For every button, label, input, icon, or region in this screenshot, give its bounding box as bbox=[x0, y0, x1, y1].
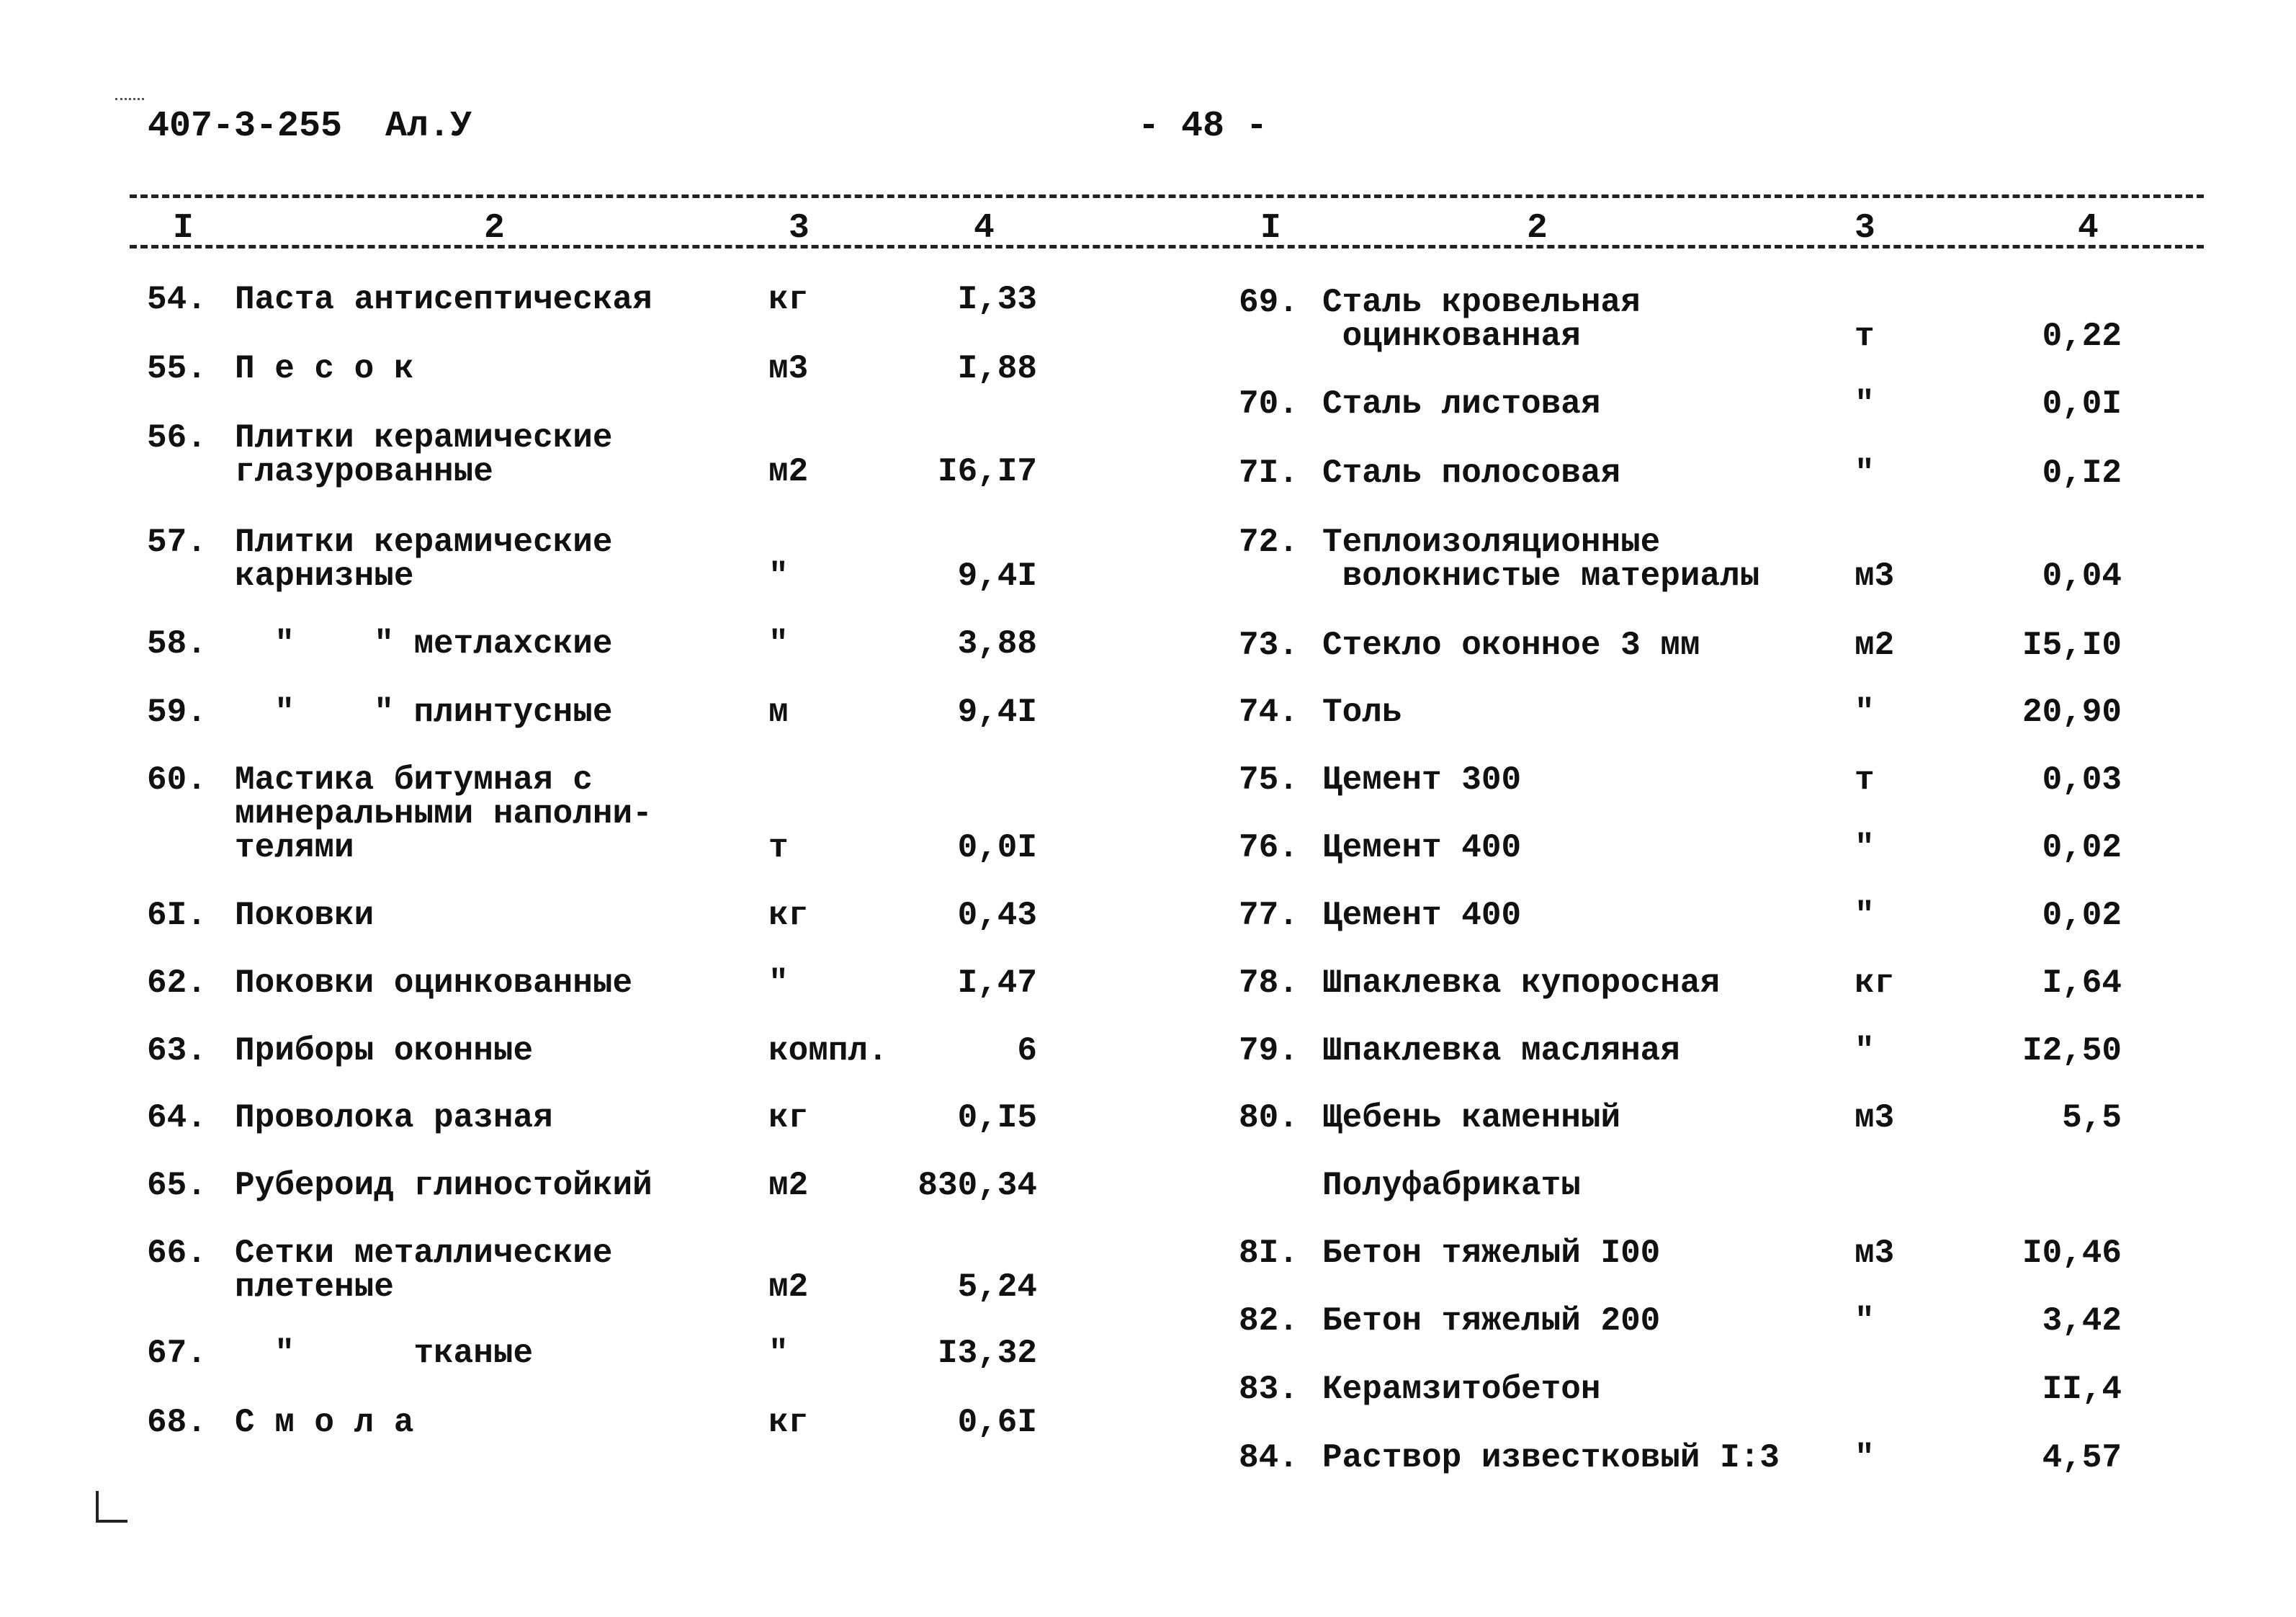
table-top-rule bbox=[130, 194, 2204, 198]
item-number: 68. bbox=[147, 1404, 207, 1441]
item-quantity: I0,46 bbox=[2022, 1235, 2122, 1272]
item-quantity: 9,4I bbox=[957, 694, 1037, 731]
item-number: 67. bbox=[147, 1335, 207, 1372]
item-quantity: 9,4I bbox=[957, 557, 1037, 595]
item-unit: м2 bbox=[1855, 627, 1895, 664]
item-quantity: I3,32 bbox=[937, 1335, 1037, 1372]
item-name: Полуфабрикаты bbox=[1322, 1167, 1581, 1204]
item-unit: кг bbox=[768, 1404, 809, 1441]
item-name: С м о л а bbox=[235, 1404, 414, 1441]
item-name: " " метлахские bbox=[235, 625, 613, 663]
item-number: 73. bbox=[1239, 627, 1299, 664]
scan-speck bbox=[115, 98, 144, 104]
item-name: Поковки оцинкованные bbox=[235, 964, 633, 1002]
item-unit: " bbox=[768, 625, 789, 663]
item-number: 75. bbox=[1239, 761, 1299, 799]
item-unit: кг bbox=[1855, 964, 1895, 1002]
item-number: 65. bbox=[147, 1167, 207, 1204]
item-number: 57. bbox=[147, 524, 207, 561]
item-name: Плитки керамические карнизные bbox=[235, 524, 613, 595]
item-name: Теплоизоляционные волокнистые материалы bbox=[1322, 524, 1760, 595]
item-name: Сетки металлические плетеные bbox=[235, 1235, 613, 1306]
item-unit: м2 bbox=[768, 1268, 809, 1306]
column-header-4: 4 bbox=[974, 209, 995, 248]
item-quantity: 0,03 bbox=[2042, 761, 2122, 799]
item-name: Рубероид глиностойкий bbox=[235, 1167, 653, 1204]
item-name: Толь bbox=[1322, 694, 1402, 731]
item-quantity: 0,43 bbox=[957, 897, 1037, 934]
item-number: 84. bbox=[1239, 1439, 1299, 1477]
item-number: 59. bbox=[147, 694, 207, 731]
item-unit: м bbox=[768, 694, 789, 731]
item-number: 83. bbox=[1239, 1371, 1299, 1408]
item-name: Керамзитобетон bbox=[1322, 1371, 1601, 1408]
item-number: 58. bbox=[147, 625, 207, 663]
item-quantity: 0,0I bbox=[2042, 385, 2122, 423]
table-header-rule bbox=[130, 245, 2204, 248]
item-quantity: 5,24 bbox=[957, 1268, 1037, 1306]
column-header-2-right: 2 bbox=[1527, 209, 1548, 248]
item-unit: " bbox=[768, 964, 789, 1002]
item-number: 62. bbox=[147, 964, 207, 1002]
item-quantity: 0,04 bbox=[2042, 557, 2122, 595]
item-name: Щебень каменный bbox=[1322, 1099, 1621, 1137]
item-unit: м3 bbox=[768, 350, 809, 388]
item-name: Приборы оконные bbox=[235, 1032, 534, 1070]
item-name: Мастика битумная с минеральными наполни- телями bbox=[235, 761, 653, 866]
item-number: 70. bbox=[1239, 385, 1299, 423]
item-number: 7I. bbox=[1239, 454, 1299, 492]
item-name: Сталь полосовая bbox=[1322, 454, 1621, 492]
item-quantity: 3,42 bbox=[2042, 1302, 2122, 1340]
item-unit: " bbox=[1855, 897, 1875, 934]
item-unit: м3 bbox=[1855, 1099, 1895, 1137]
item-number: 8I. bbox=[1239, 1235, 1299, 1272]
item-name: П е с о к bbox=[235, 350, 414, 388]
document-code: 407-3-255 Ал.У bbox=[148, 106, 472, 147]
item-name: Бетон тяжелый I00 bbox=[1322, 1235, 1661, 1272]
item-quantity: 0,02 bbox=[2042, 829, 2122, 866]
item-name: Плитки керамические глазурованные bbox=[235, 419, 613, 491]
column-header-2: 2 bbox=[484, 209, 505, 248]
item-unit: " bbox=[1855, 694, 1875, 731]
item-number: 80. bbox=[1239, 1099, 1299, 1137]
item-unit: м2 bbox=[768, 1167, 809, 1204]
item-quantity: 0,6I bbox=[957, 1404, 1037, 1441]
item-name: Раствор известковый I:3 bbox=[1322, 1439, 1780, 1477]
item-unit: " bbox=[1855, 829, 1875, 866]
column-header-3-right: 3 bbox=[1855, 209, 1875, 248]
item-number: 60. bbox=[147, 761, 207, 799]
page-number: - 48 - bbox=[1138, 106, 1268, 147]
item-number: 78. bbox=[1239, 964, 1299, 1002]
item-quantity: I,47 bbox=[957, 964, 1037, 1002]
item-name: Сталь кровельная оцинкованная bbox=[1322, 284, 1641, 355]
item-unit: м3 bbox=[1855, 1235, 1895, 1272]
item-quantity: II,4 bbox=[2042, 1371, 2122, 1408]
item-unit: " bbox=[1855, 454, 1875, 492]
item-unit: кг bbox=[768, 281, 809, 318]
item-quantity: 5,5 bbox=[2062, 1099, 2122, 1137]
item-quantity: 6 bbox=[1017, 1032, 1037, 1070]
item-name: Шпаклевка купоросная bbox=[1322, 964, 1721, 1002]
corner-mark bbox=[96, 1491, 127, 1523]
item-quantity: 830,34 bbox=[918, 1167, 1037, 1204]
item-quantity: I,88 bbox=[957, 350, 1037, 388]
item-quantity: 0,I5 bbox=[957, 1099, 1037, 1137]
item-quantity: 3,88 bbox=[957, 625, 1037, 663]
item-quantity: 20,90 bbox=[2022, 694, 2122, 731]
item-quantity: 0,0I bbox=[957, 829, 1037, 866]
item-unit: " bbox=[1855, 1032, 1875, 1070]
item-number: 64. bbox=[147, 1099, 207, 1137]
item-number: 82. bbox=[1239, 1302, 1299, 1340]
item-unit: кг bbox=[768, 1099, 809, 1137]
item-quantity: I6,I7 bbox=[937, 453, 1037, 491]
item-name: Проволока разная bbox=[235, 1099, 553, 1137]
item-unit: " bbox=[768, 557, 789, 595]
item-quantity: I,64 bbox=[2042, 964, 2122, 1002]
item-name: Стекло оконное 3 мм bbox=[1322, 627, 1700, 664]
item-number: 79. bbox=[1239, 1032, 1299, 1070]
item-quantity: 0,22 bbox=[2042, 318, 2122, 355]
item-unit: т bbox=[768, 829, 789, 866]
item-unit: м3 bbox=[1855, 557, 1895, 595]
item-number: 6I. bbox=[147, 897, 207, 934]
item-number: 76. bbox=[1239, 829, 1299, 866]
item-number: 77. bbox=[1239, 897, 1299, 934]
item-quantity: I5,I0 bbox=[2022, 627, 2122, 664]
item-quantity: I2,50 bbox=[2022, 1032, 2122, 1070]
column-header-1: I bbox=[173, 209, 194, 248]
column-header-1-right: I bbox=[1260, 209, 1281, 248]
item-unit: " bbox=[768, 1335, 789, 1372]
item-unit: т bbox=[1855, 761, 1875, 799]
column-header-4-right: 4 bbox=[2078, 209, 2099, 248]
item-name: Паста антисептическая bbox=[235, 281, 653, 318]
item-quantity: 0,I2 bbox=[2042, 454, 2122, 492]
item-number: 69. bbox=[1239, 284, 1299, 321]
item-quantity: 0,02 bbox=[2042, 897, 2122, 934]
item-number: 54. bbox=[147, 281, 207, 318]
item-unit: " bbox=[1855, 1302, 1875, 1340]
item-name: " " плинтусные bbox=[235, 694, 613, 731]
item-unit: " bbox=[1855, 1439, 1875, 1477]
item-number: 74. bbox=[1239, 694, 1299, 731]
item-quantity: I,33 bbox=[957, 281, 1037, 318]
item-name: Поковки bbox=[235, 897, 375, 934]
item-unit: " bbox=[1855, 385, 1875, 423]
item-number: 56. bbox=[147, 419, 207, 457]
item-number: 63. bbox=[147, 1032, 207, 1070]
item-name: Цемент 400 bbox=[1322, 829, 1522, 866]
item-number: 66. bbox=[147, 1235, 207, 1272]
item-name: Сталь листовая bbox=[1322, 385, 1601, 423]
item-number: 72. bbox=[1239, 524, 1299, 561]
item-name: Цемент 300 bbox=[1322, 761, 1522, 799]
item-unit: кг bbox=[768, 897, 809, 934]
item-unit: м2 bbox=[768, 453, 809, 491]
item-number: 55. bbox=[147, 350, 207, 388]
item-name: " тканые bbox=[235, 1335, 534, 1372]
item-unit: компл. bbox=[768, 1032, 888, 1070]
item-name: Бетон тяжелый 200 bbox=[1322, 1302, 1661, 1340]
item-name: Цемент 400 bbox=[1322, 897, 1522, 934]
item-quantity: 4,57 bbox=[2042, 1439, 2122, 1477]
item-unit: т bbox=[1855, 318, 1875, 355]
column-header-3: 3 bbox=[789, 209, 810, 248]
item-name: Шпаклевка масляная bbox=[1322, 1032, 1680, 1070]
